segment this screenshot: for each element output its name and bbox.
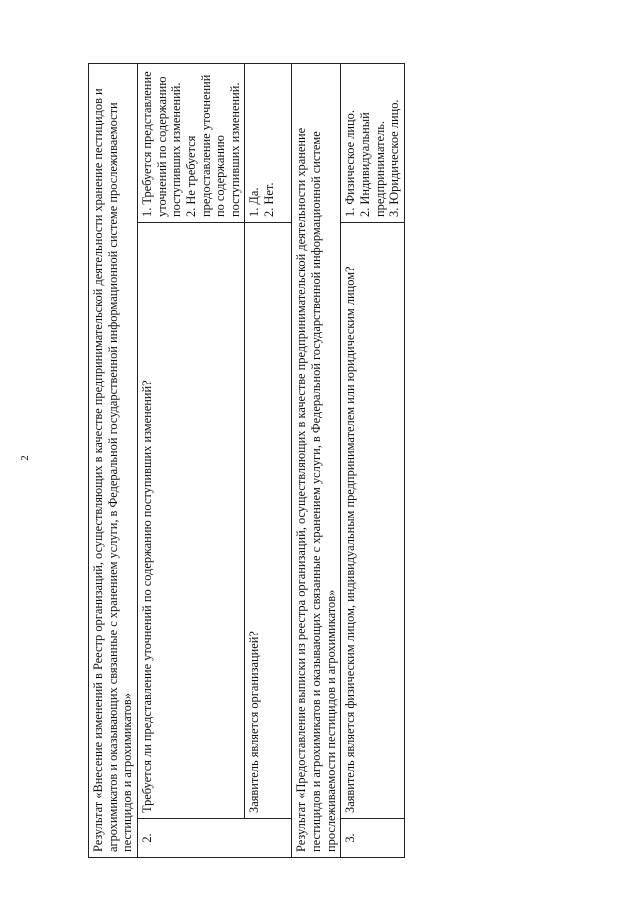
section-title: Результат «Предоставление выписки из реестра организаций, осуществляющих в качестве предпринимательской деятельности хранение пестицидов и агрохимикатов и оказывающих связанные с хранением услуги, в Федеральной государственной информационной системе прослеживаемости пестицидов и агрохимикатов» — [292, 64, 341, 858]
answer-option: 2. Не требуется предоставление уточнений по содержанию поступивших изменений. — [183, 74, 242, 217]
page-number: 2 — [18, 455, 31, 461]
answer-option: 1. Требуется представление уточнений по содержанию поступивших изменений. — [140, 71, 184, 217]
row-number: 2. — [138, 819, 292, 858]
section-title-row — [292, 64, 341, 858]
answer-option: 1. Физическое лицо. — [343, 110, 358, 217]
answer-cell — [138, 64, 245, 223]
answer-option: 1. Да. — [247, 187, 262, 217]
question-cell: Требуется ли представление уточнений по содержанию поступивших изменений? — [138, 223, 245, 819]
row-number: 3. — [341, 819, 405, 858]
document-sheet — [88, 63, 402, 858]
section-title: Результат «Внесение изменений в Реестр организаций, осуществляющих в качестве предпринимательской деятельности хранение пестицидов и агрохимикатов и оказывающих связанные с хранением услуги, в Федеральной государственной информационной системе прослеживаемости пестицидов и агрохимикатов» — [89, 64, 138, 858]
question-cell: Заявитель является организацией? — [245, 223, 292, 819]
table-row — [138, 64, 245, 858]
answer-cell — [341, 64, 405, 223]
answer-option: 2. Нет. — [262, 182, 276, 217]
answer-option: 2. Индивидуальный предприниматель. — [358, 112, 387, 217]
table-row — [245, 64, 292, 858]
criteria-table — [88, 63, 405, 858]
section-title-row — [89, 64, 138, 858]
table-row — [341, 64, 405, 858]
question-cell: Заявитель является физическим лицом, индивидуальным предпринимателем или юридическим лицом? — [341, 223, 405, 819]
answer-option: 3. Юридическое лицо. — [387, 99, 402, 217]
answer-cell — [245, 64, 292, 223]
